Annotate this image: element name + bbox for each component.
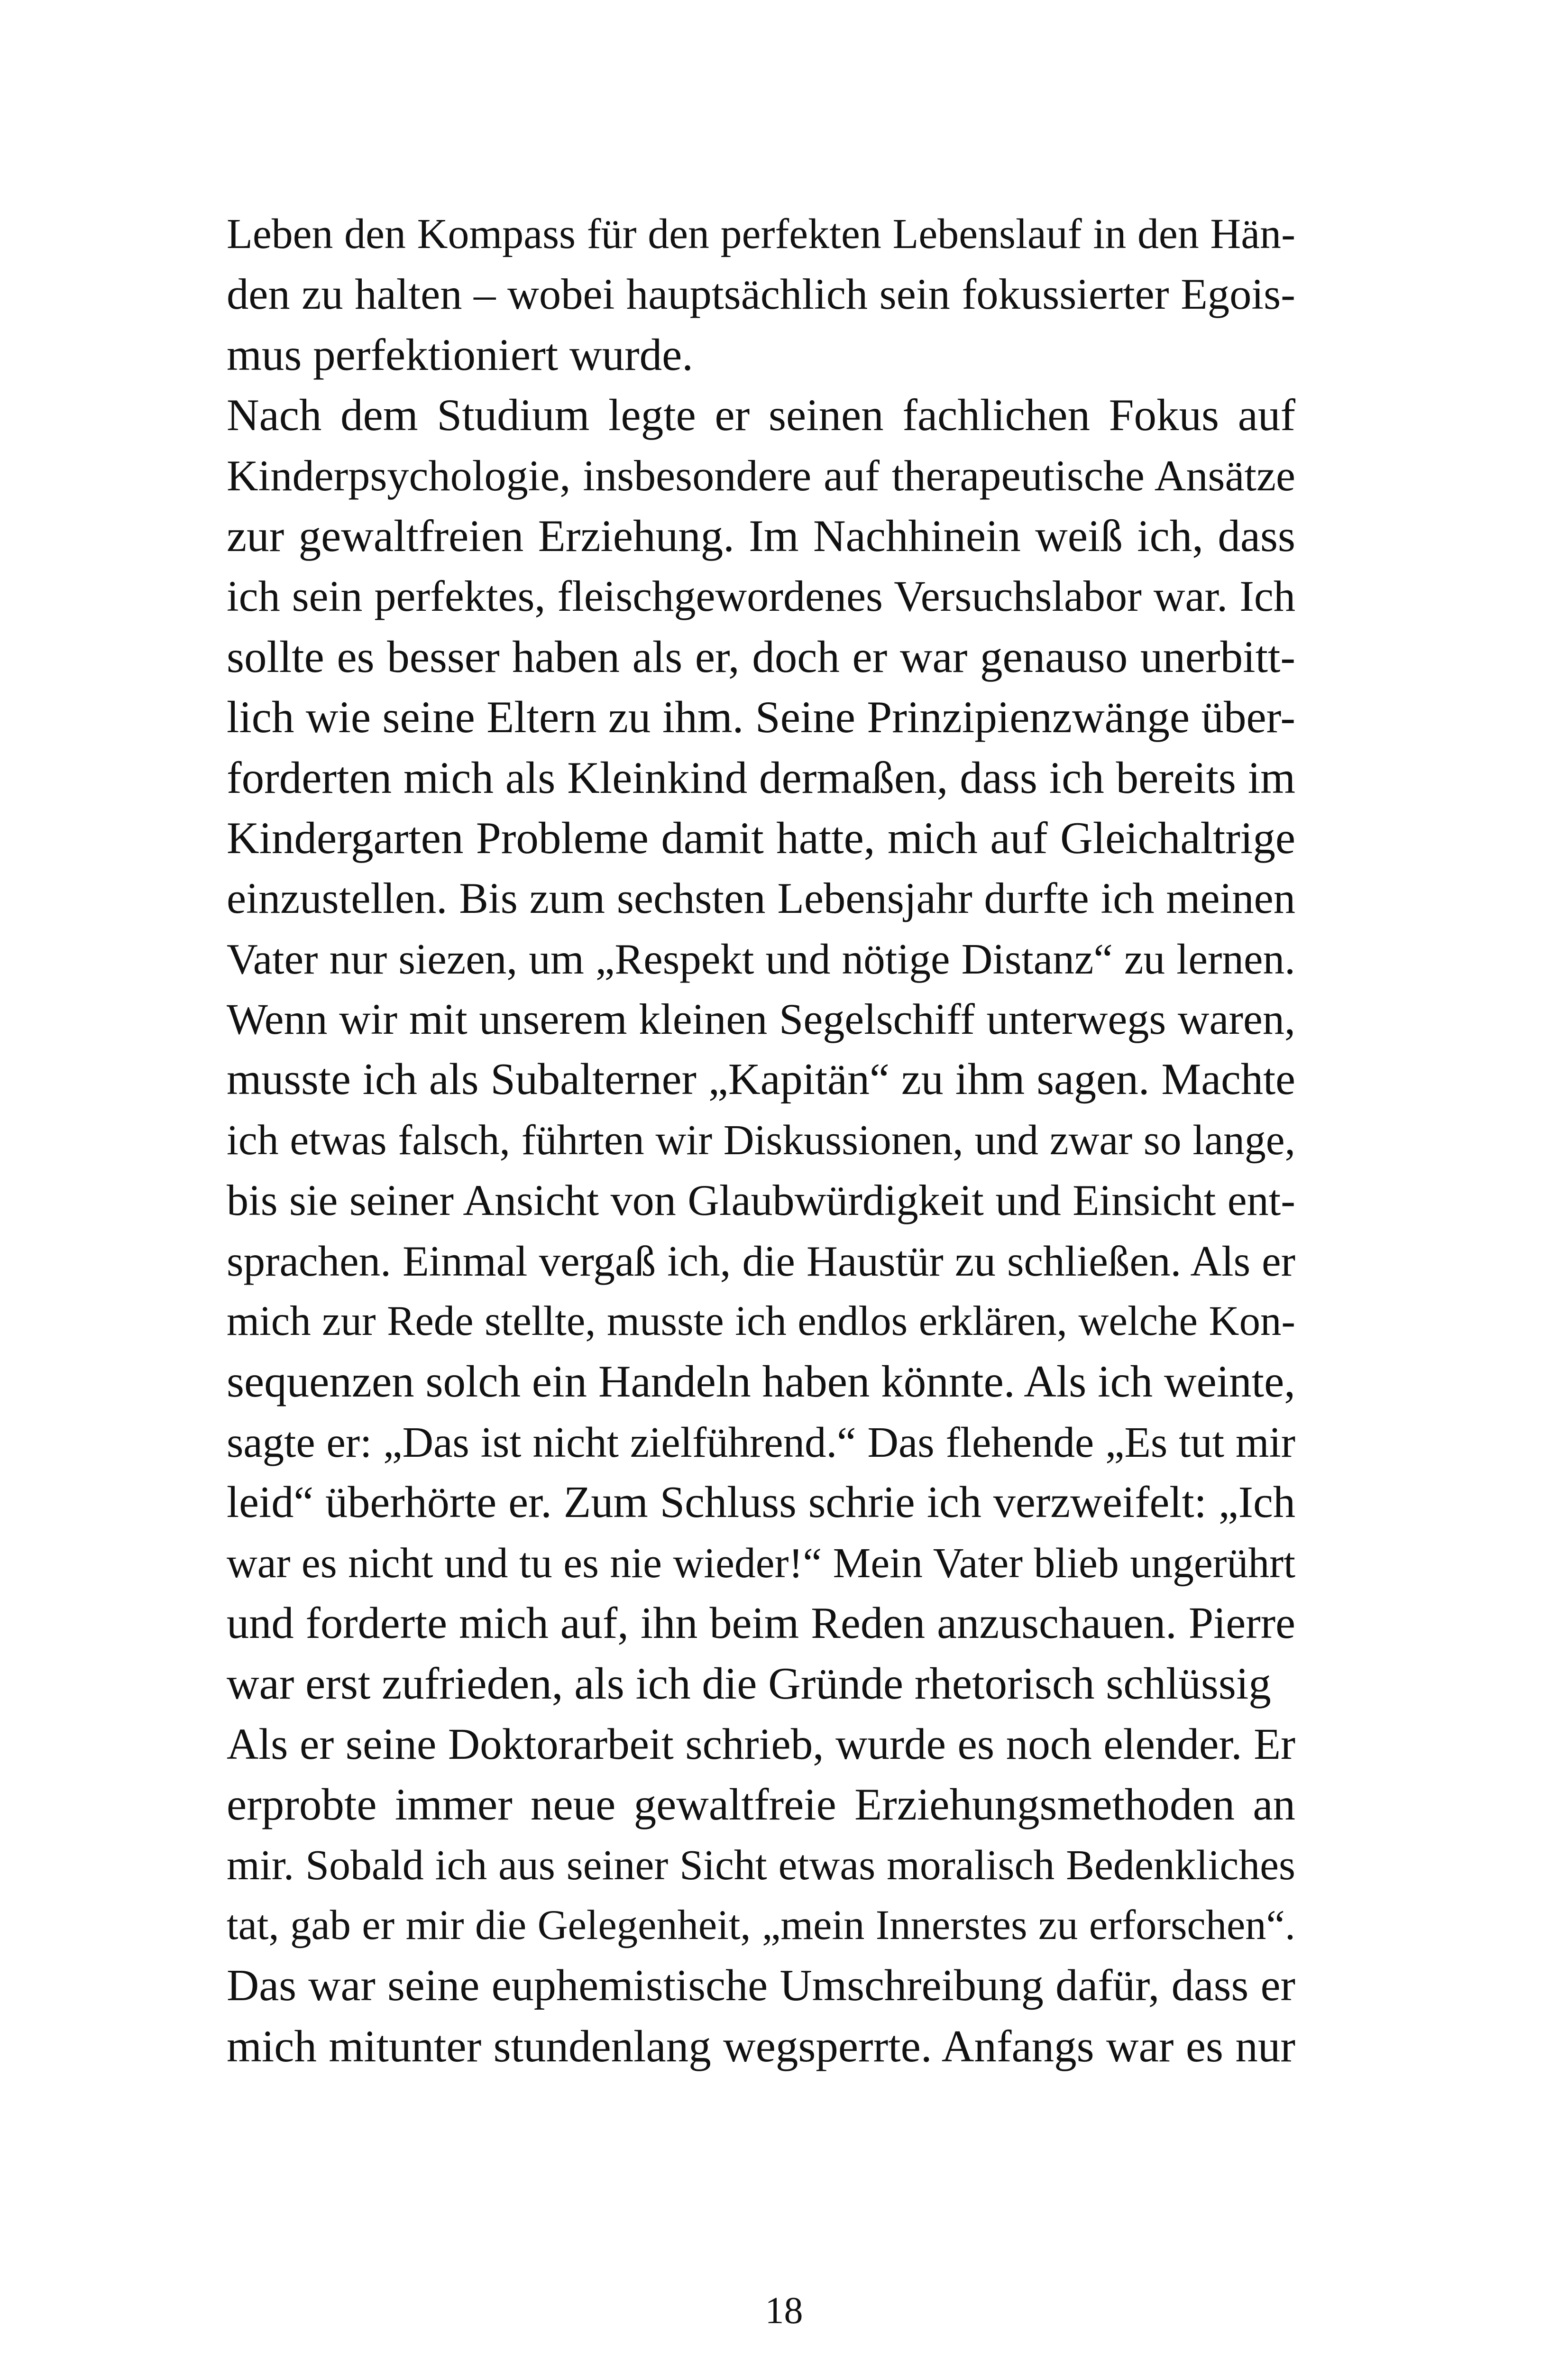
text-line: Wenn wir mit unserem kleinen Segelschiff unterwegs waren, bbox=[227, 995, 1295, 1044]
text-line: Leben den Kompass für den perfekten Lebenslauf in den Hän- bbox=[227, 211, 1295, 257]
text-line: Kindergarten Probleme damit hatte, mich auf Gleichaltrige bbox=[227, 812, 1295, 863]
text-line: mus perfektioniert wurde. bbox=[227, 329, 694, 380]
text-line: sollte es besser haben als er, doch er war genauso unerbitt- bbox=[227, 631, 1295, 682]
text-line: war es nicht und tu es nie wieder!“ Mein Vater blieb ungerührt bbox=[227, 1539, 1295, 1587]
page-number: 18 bbox=[765, 2290, 803, 2332]
text-line: mich zur Rede stellte, musste ich endlos erklären, welche Kon- bbox=[227, 1298, 1295, 1345]
text-line: war erst zufrieden, als ich die Gründe rhetorisch schlüssig bbox=[227, 1658, 1271, 1709]
text-line: sequenzen solch ein Handeln haben könnte. Als ich weinte, bbox=[227, 1356, 1295, 1407]
paragraph-2 bbox=[227, 385, 1295, 1714]
text-line: leid“ überhörte er. Zum Schluss schrie ich verzweifelt: „Ich bbox=[227, 1478, 1295, 1527]
text-line: forderten mich als Kleinkind dermaßen, dass ich bereits im bbox=[227, 752, 1295, 803]
paragraph-3 bbox=[227, 1714, 1295, 2077]
text-line: lich wie seine Eltern zu ihm. Seine Prinzipienzwänge über- bbox=[227, 692, 1295, 743]
text-line: mich mitunter stundenlang wegsperrte. Anfangs war es nur bbox=[227, 2021, 1295, 2071]
paragraph-1 bbox=[227, 204, 1295, 385]
text-line: sagte er: „Das ist nicht zielführend.“ Das flehende „Es tut mir bbox=[227, 1418, 1295, 1466]
text-line: Nach dem Studium legte er seinen fachlichen Fokus auf bbox=[227, 390, 1295, 441]
text-line: und forderte mich auf, ihn beim Reden anzuschauen. Pierre bbox=[227, 1598, 1295, 1648]
text-line: tat, gab er mir die Gelegenheit, „mein Innerstes zu erforschen“. bbox=[227, 1902, 1295, 1948]
text-line: Vater nur siezen, um „Respekt und nötige Distanz“ zu lernen. bbox=[227, 935, 1295, 983]
text-line: einzustellen. Bis zum sechsten Lebensjahr durfte ich meinen bbox=[227, 874, 1295, 923]
text-line: ich etwas falsch, führten wir Diskussionen, und zwar so lange, bbox=[227, 1116, 1295, 1164]
text-line: Kinderpsychologie, insbesondere auf therapeutische Ansätze bbox=[227, 451, 1295, 500]
body-text bbox=[227, 204, 1295, 2077]
text-line: sprachen. Einmal vergaß ich, die Haustür zu schließen. Als er bbox=[227, 1237, 1295, 1285]
text-line: den zu halten – wobei hauptsächlich sein fokussierter Egois- bbox=[227, 270, 1295, 319]
text-line: bis sie seiner Ansicht von Glaubwürdigkeit und Einsicht ent- bbox=[227, 1176, 1295, 1225]
text-line: Das war seine euphemistische Umschreibung dafür, dass er bbox=[227, 1961, 1295, 2011]
text-line: mir. Sobald ich aus seiner Sicht etwas moralisch Bedenkliches bbox=[227, 1841, 1295, 1889]
text-line: Als er seine Doktorarbeit schrieb, wurde es noch elender. Er bbox=[227, 1719, 1295, 1769]
text-line: zur gewaltfreien Erziehung. Im Nachhinein weiß ich, dass bbox=[227, 510, 1295, 561]
text-line: musste ich als Subalterner „Kapitän“ zu ihm sagen. Machte bbox=[227, 1055, 1295, 1104]
text-line: ich sein perfektes, fleischgewordenes Versuchslabor war. Ich bbox=[227, 572, 1295, 621]
text-line: erprobte immer neue gewaltfreie Erziehungsmethoden an bbox=[227, 1779, 1295, 1830]
